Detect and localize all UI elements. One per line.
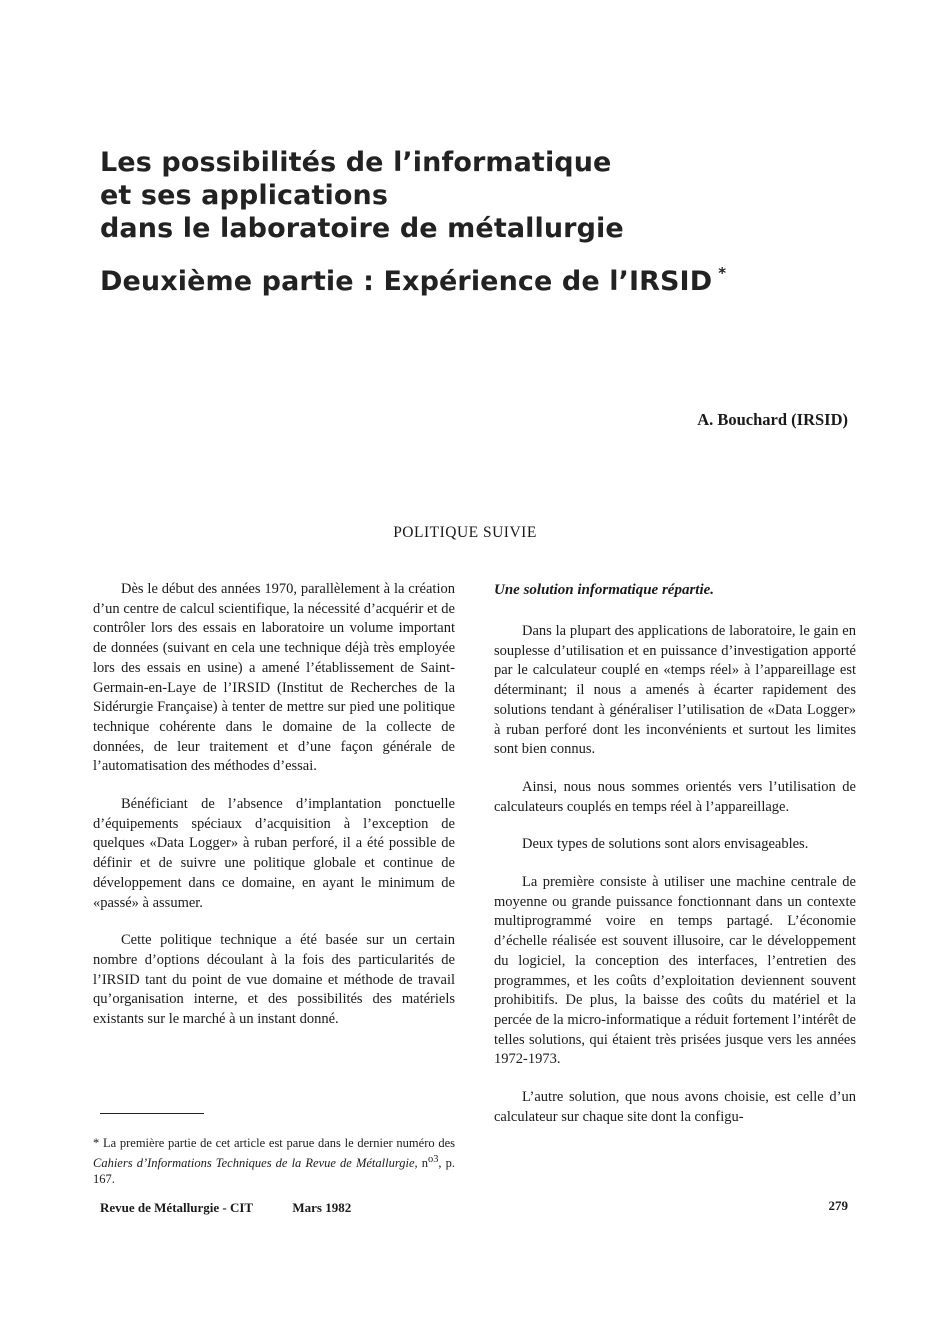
body-paragraph: Deux types de solutions sont alors envisageables. bbox=[522, 836, 809, 853]
body-paragraph: Dès le début des années 1970, parallèlement à la création d’un centre de calcul scientifique, la nécessité d’acquérir et de contrôler lors des essais en laboratoire un volume important de données (suivant en cela une technique déjà très employée lors des essais en usine) a amené l’établissement de Saint-Germain-en-Laye de l’IRSID (Institut de Recherches de la Sidérurgie Française) à tenter de mettre sur pied une politique technique cohérente dans le domaine de la collecte de données, de leur traitement et d’une façon générale de l’automatisation des méthodes d’essai. bbox=[93, 581, 455, 775]
title-line: dans le laboratoire de métallurgie bbox=[100, 213, 624, 244]
footnote-divider bbox=[100, 1113, 204, 1114]
left-column bbox=[93, 580, 455, 1048]
footnote-text: , n bbox=[414, 1155, 428, 1170]
footer-journal: Revue de Métallurgie - CIT bbox=[100, 1200, 254, 1215]
footnote-text: * La première partie de cet article est parue dans le dernier numéro des bbox=[93, 1136, 455, 1150]
author-byline: A. Bouchard (IRSID) bbox=[697, 410, 848, 429]
section-heading: POLITIQUE SUIVIE bbox=[393, 524, 537, 541]
article-title bbox=[100, 146, 726, 298]
footer-date: Mars 1982 bbox=[292, 1200, 352, 1215]
footnote bbox=[93, 1135, 455, 1188]
subtitle-text: Deuxième partie : Expérience de l’IRSID bbox=[100, 266, 713, 297]
footnote-journal-title: Cahiers d’Informations Techniques de la Revue de Métallurgie bbox=[93, 1155, 415, 1170]
right-column bbox=[494, 580, 856, 1145]
body-paragraph: Bénéficiant de l’absence d’implantation ponctuelle d’équipements spéciaux d’acquisition à l’exception de quelques «Data Logger» à ruban perforé, il a été possible de définir et de suivre une politique globale et continue de développement dans ce domaine, en ayant le minimum de «passé» à assumer. bbox=[93, 796, 455, 911]
page-number: 279 bbox=[828, 1198, 848, 1213]
body-paragraph: Cette politique technique a été basée sur un certain nombre d’options découlant à la fois des particularités de l’IRSID tant du point de vue domaine et méthode de travail qu’organisation interne, et des possibilités des matériels existants sur le marché à un instant donné. bbox=[93, 932, 455, 1028]
title-line: Les possibilités de l’informatique bbox=[100, 147, 612, 178]
article-subtitle bbox=[100, 257, 726, 298]
subsection-heading: Une solution informatique répartie. bbox=[494, 582, 715, 598]
footnote-issue: o3 bbox=[428, 1153, 439, 1165]
body-paragraph: Dans la plupart des applications de laboratoire, le gain en souplesse d’utilisation et en puissance d’investigation apporté par le calculateur couplé en «temps réel» à l’appareillage est déterminant; il nous a amenés à écarter rapidement des solutions tendant à généraliser l’utilisation de «Data Logger» à ruban perforé dont les inconvénients et surtout les limites sont bien connus. bbox=[494, 623, 856, 758]
footnote-marker: * bbox=[718, 264, 727, 282]
title-line: et ses applications bbox=[100, 180, 388, 211]
footnote-pages: , p. 167. bbox=[93, 1155, 456, 1187]
body-paragraph: Ainsi, nous nous sommes orientés vers l’utilisation de calculateurs couplés en temps réel à l’appareillage. bbox=[494, 778, 856, 815]
running-footer bbox=[100, 1200, 387, 1216]
body-paragraph: La première consiste à utiliser une machine centrale de moyenne ou grande puissance fonctionnant dans un contexte multiprogrammé voire en temps partagé. L’économie d’échelle réalisée est souvent illusoire, car le développement du logiciel, la conception des interfaces, l’entretien des programmes, et les coûts d’exploitation deviennent souvent prohibitifs. De plus, la baisse des coûts du matériel et la percée de la micro-informatique a réduit fortement l’intérêt de telles solutions, qui étaient très prisées jusque vers les années 1972-1973. bbox=[494, 874, 856, 1068]
body-paragraph: L’autre solution, que nous avons choisie, est celle d’un calculateur sur chaque site dont la configu- bbox=[494, 1089, 856, 1125]
